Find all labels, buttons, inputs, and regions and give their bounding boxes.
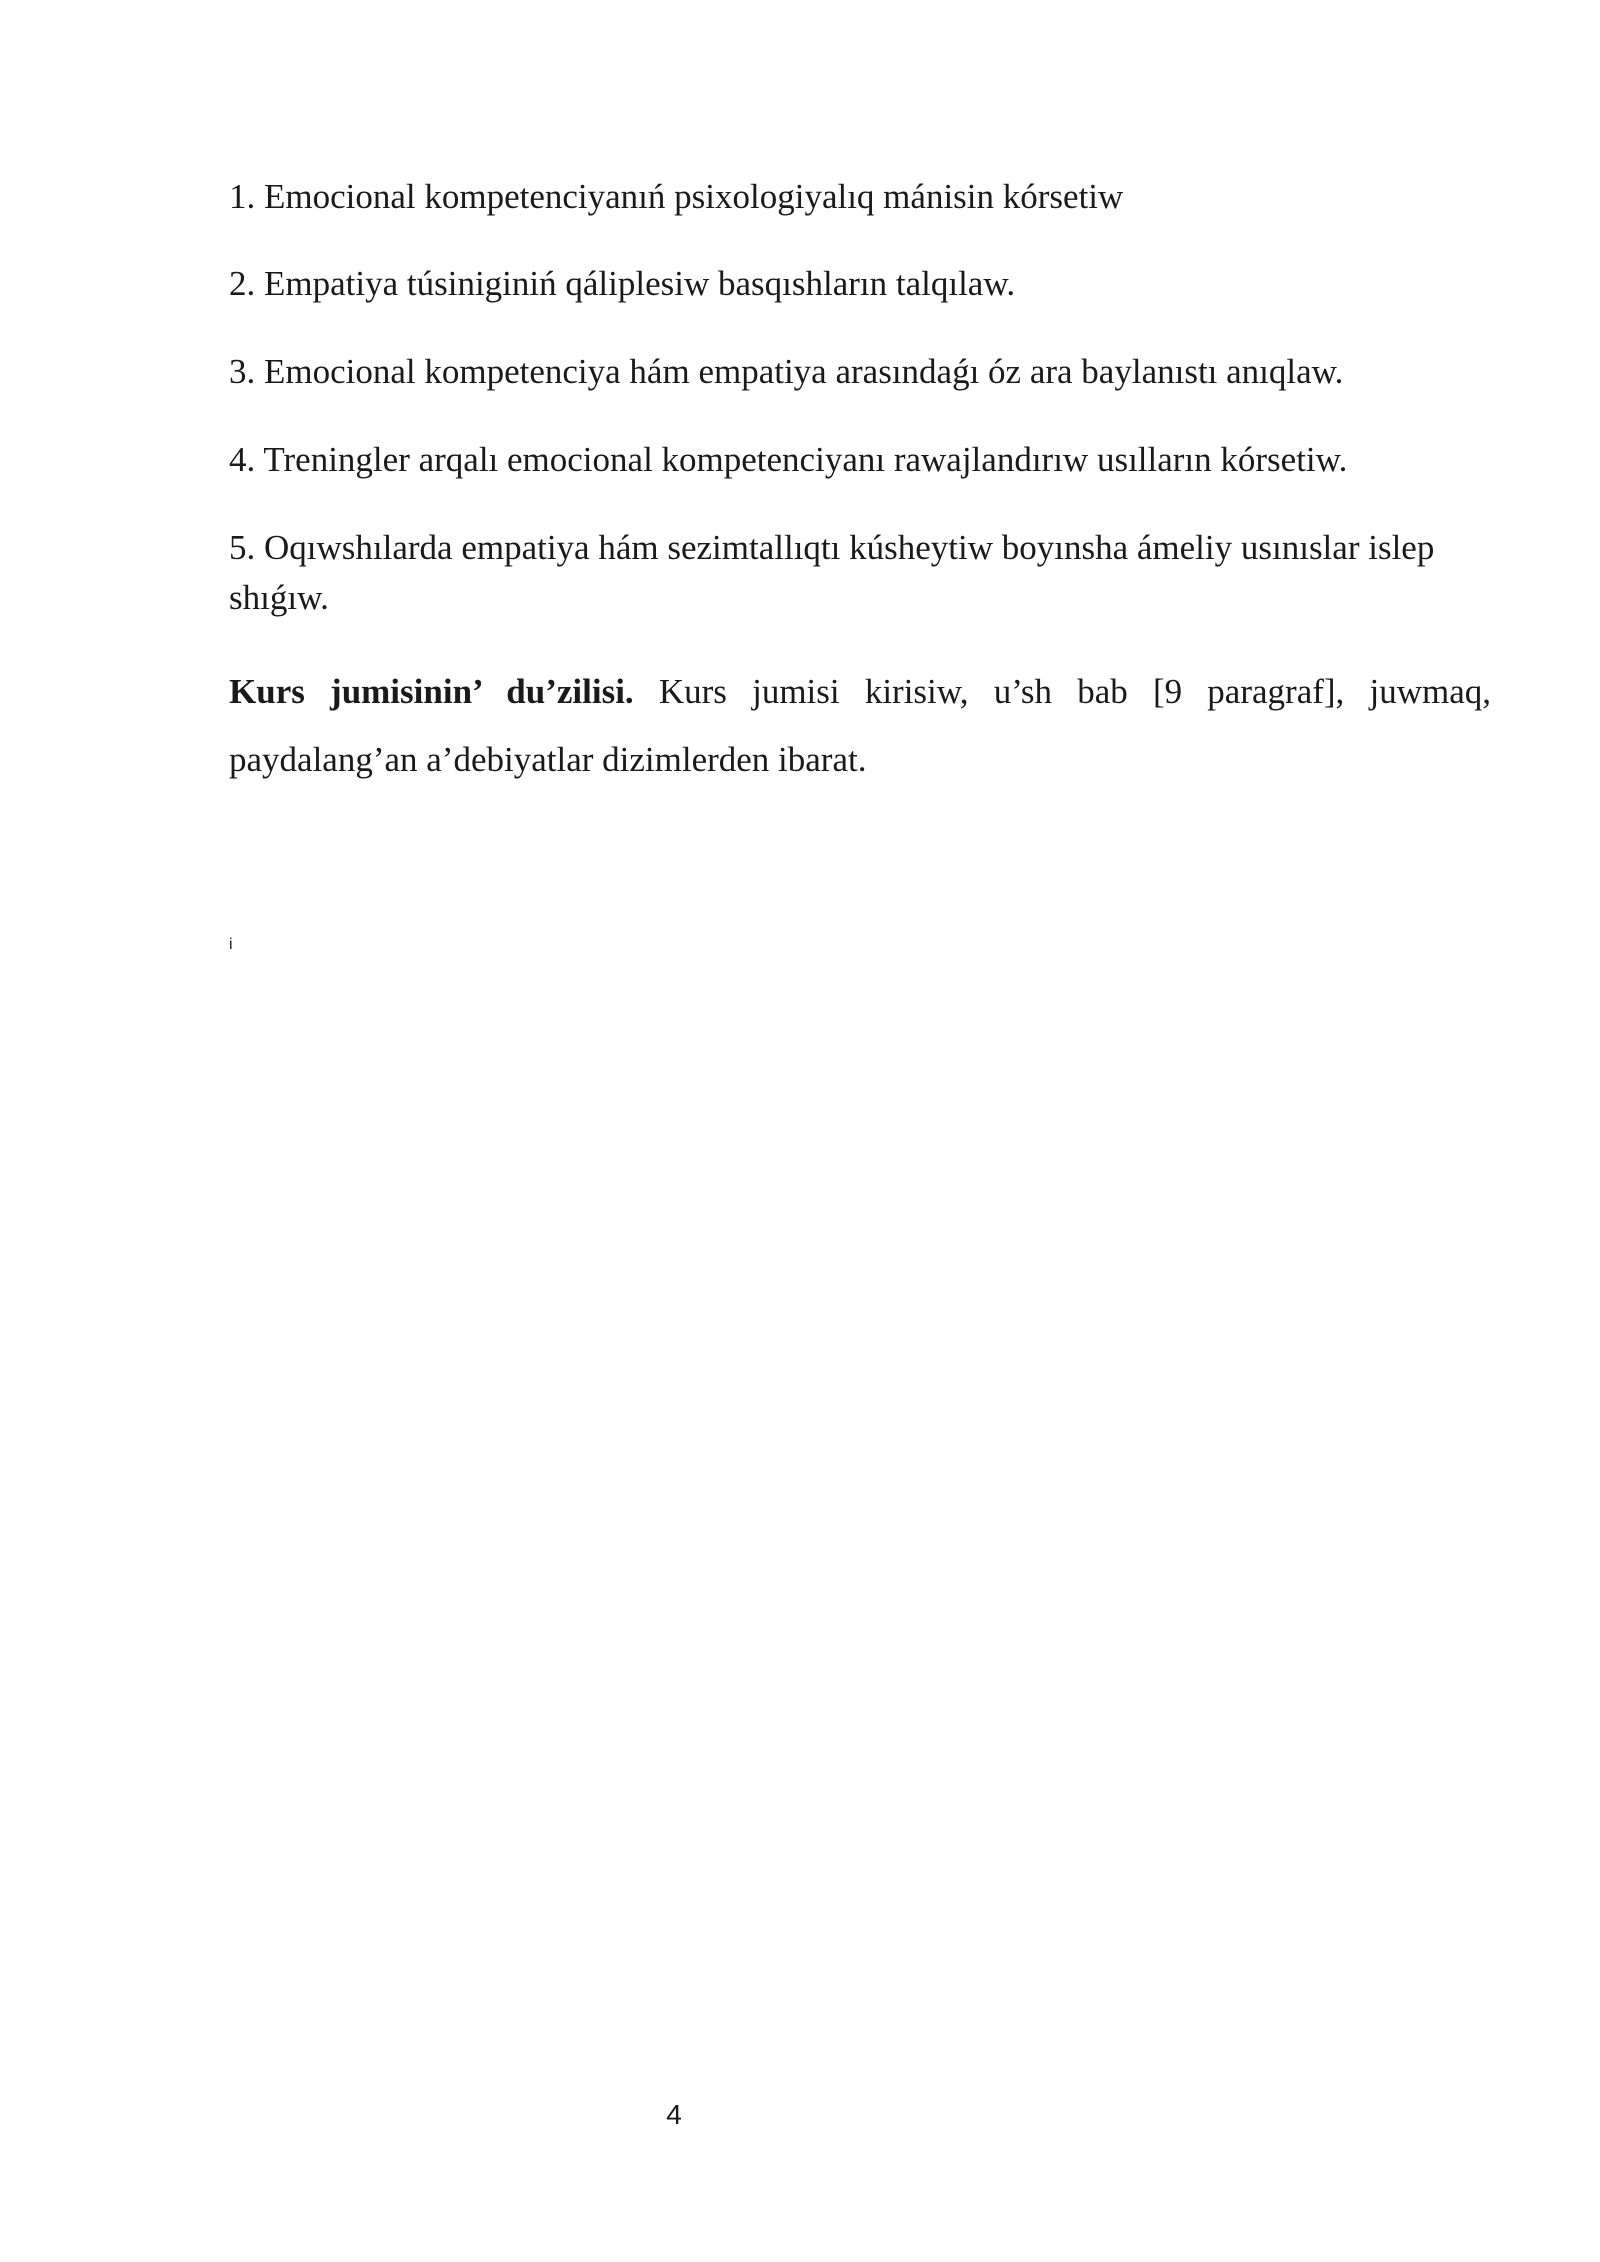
course-structure-heading: Kurs jumisinin’ du’zilisi. [229,672,634,711]
objective-item-5: 5. Oqıwshılarda empatiya hám sezimtallıqtı kúsheytiw boyınsha ámeliy usınıslar islep shıǵıw. [229,528,1435,617]
objective-item-4: 4. Treningler arqalı emocional kompetenciyanı rawajlandırıw usılların kórsetiw. [229,440,1348,479]
footnote-mark: i [229,936,233,953]
objective-item-3: 3. Emocional kompetenciya hám empatiya arasındaǵı óz ara baylanıstı anıqlaw. [229,352,1344,391]
page-number: 4 [666,2099,682,2130]
course-structure-text: Kurs jumisi kirisiw, u’sh bab [9 paragraf], juwmaq, paydalang’an a’debiyatlar dizimlerden ibarat. [229,672,1491,779]
objective-item-2: 2. Empatiya túsiniginiń qáliplesiw basqıshların talqılaw. [229,264,1016,303]
course-structure-paragraph [229,658,1491,794]
objective-item-1: 1. Emocional kompetenciyanıń psixologiyalıq mánisin kórsetiw [229,177,1124,216]
